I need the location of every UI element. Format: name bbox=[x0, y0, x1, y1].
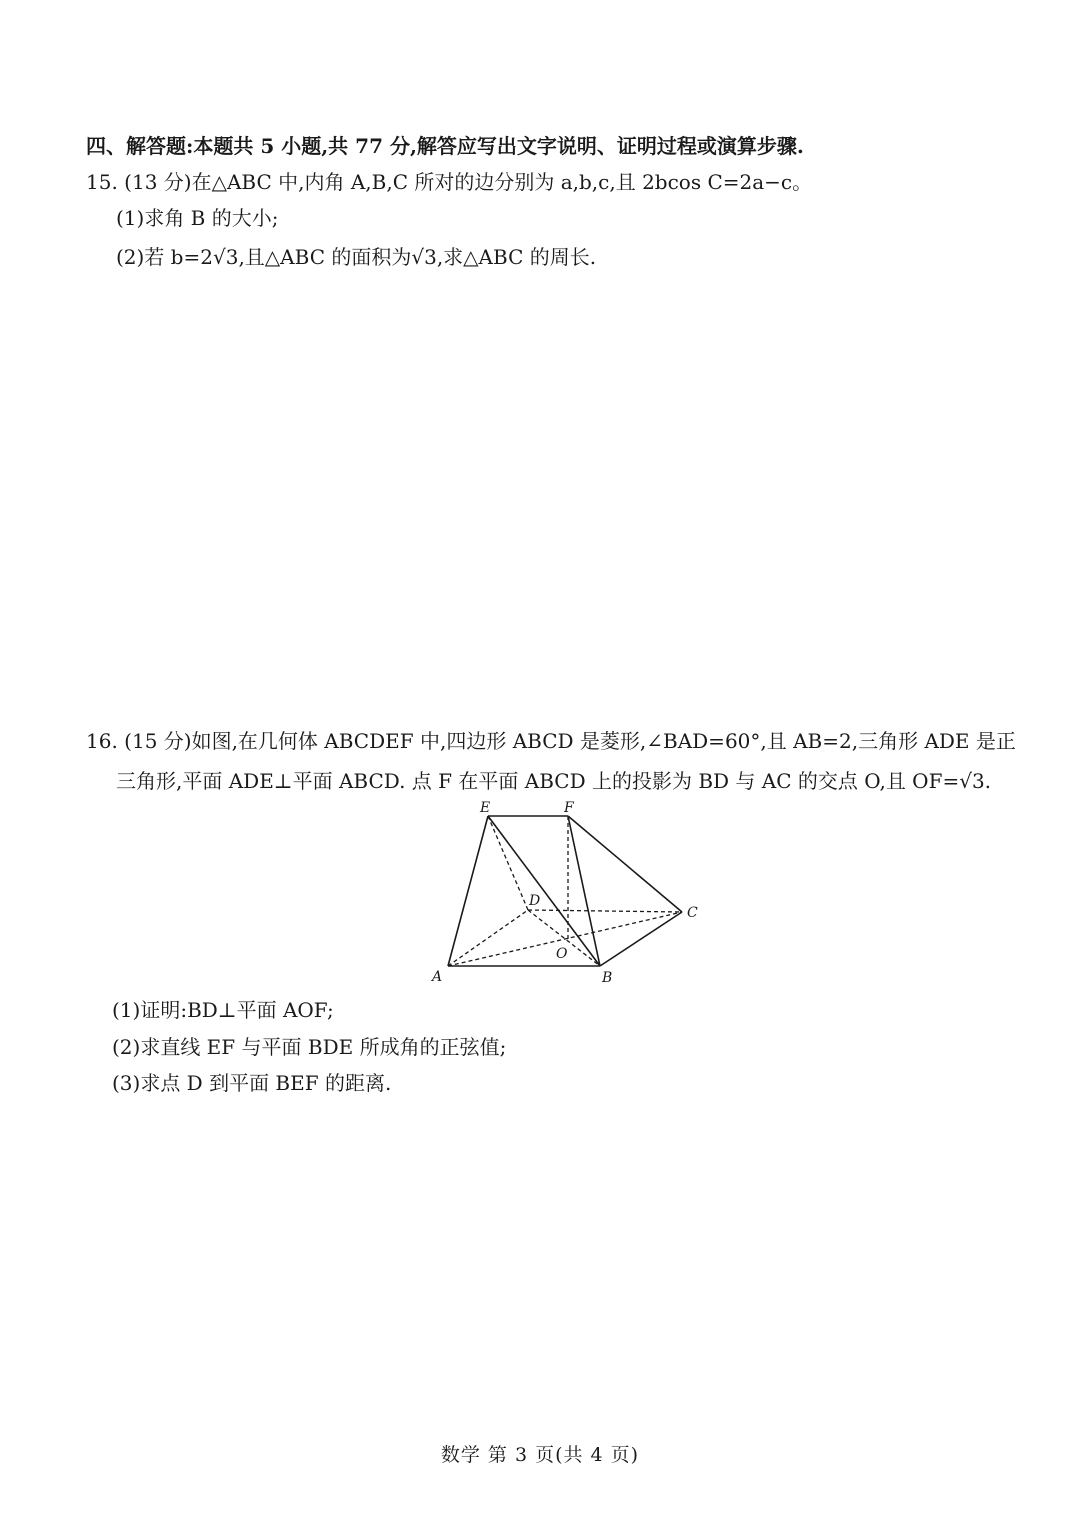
page-footer: 数学 第 3 页(共 4 页) bbox=[440, 1444, 640, 1466]
geometry-figure bbox=[420, 798, 720, 990]
edge-DC bbox=[528, 910, 682, 912]
q16-part1: (1)证明:BD⊥平面 AOF; bbox=[112, 998, 334, 1022]
label-F: F bbox=[564, 800, 574, 816]
label-D: D bbox=[529, 893, 541, 909]
edge-EA bbox=[448, 816, 488, 966]
q16-part2: (2)求直线 EF 与平面 BDE 所成角的正弦值; bbox=[112, 1035, 507, 1059]
q16-stem-line2: 三角形,平面 ADE⊥平面 ABCD. 点 F 在平面 ABCD 上的投影为 BD 与 AC 的交点 O,且 OF=√3. bbox=[116, 769, 992, 793]
label-B: B bbox=[602, 970, 613, 986]
section-title: 四、解答题:本题共 5 小题,共 77 分,解答应写出文字说明、证明过程或演算步骤. bbox=[86, 134, 804, 158]
label-E: E bbox=[480, 800, 491, 816]
label-A: A bbox=[432, 969, 443, 985]
q16-stem-line1: 16. (15 分)如图,在几何体 ABCDEF 中,四边形 ABCD 是菱形,∠BAD=60°,且 AB=2,三角形 ADE 是正 bbox=[86, 729, 1016, 753]
label-O: O bbox=[556, 946, 568, 962]
q15-part1: (1)求角 B 的大小; bbox=[116, 206, 279, 230]
q16-part3: (3)求点 D 到平面 BEF 的距离. bbox=[112, 1071, 392, 1095]
q15-part2: (2)若 b=2√3,且△ABC 的面积为√3,求△ABC 的周长. bbox=[116, 245, 597, 269]
label-C: C bbox=[687, 905, 698, 921]
edge-ED bbox=[488, 816, 528, 910]
edge-BC bbox=[600, 912, 682, 966]
q15-stem: 15. (13 分)在△ABC 中,内角 A,B,C 所对的边分别为 a,b,c,且 2bcos C=2a−c。 bbox=[86, 170, 813, 194]
